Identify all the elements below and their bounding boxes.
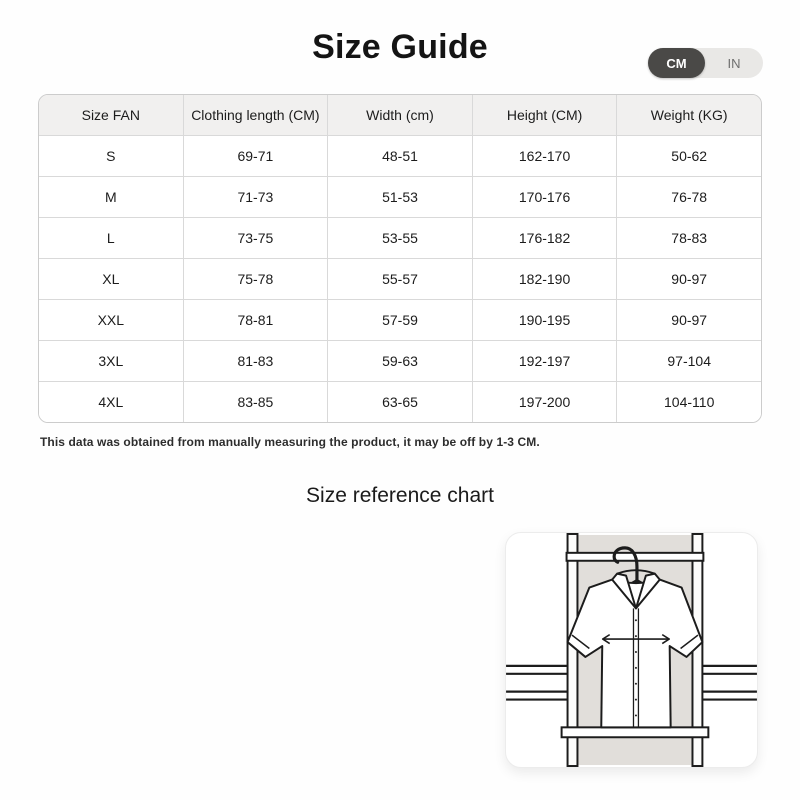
size-table — [38, 94, 762, 423]
table-row-4xl — [39, 382, 762, 423]
clothing-length-cell: 78-81 — [183, 300, 328, 341]
measurement-disclaimer-note: This data was obtained from manually measuring the product, it may be off by 1-3 CM. — [40, 435, 540, 449]
table-row-m — [39, 177, 762, 218]
size-cell: S — [39, 136, 184, 177]
width-cell: 63-65 — [328, 382, 473, 423]
clothing-length-cell: 73-75 — [183, 218, 328, 259]
width-cell: 59-63 — [328, 341, 473, 382]
column-header-clothing-length: Clothing length (CM) — [183, 95, 328, 136]
size-table-container — [38, 94, 762, 423]
weight-cell: 90-97 — [617, 259, 762, 300]
size-reference-card — [505, 532, 758, 768]
width-cell: 51-53 — [328, 177, 473, 218]
weight-cell: 104-110 — [617, 382, 762, 423]
page-title: Size Guide — [312, 28, 488, 66]
weight-cell: 78-83 — [617, 218, 762, 259]
unit-toggle-cm[interactable]: CM — [648, 48, 705, 78]
weight-cell: 76-78 — [617, 177, 762, 218]
height-cell: 192-197 — [472, 341, 617, 382]
clothing-length-cell: 71-73 — [183, 177, 328, 218]
weight-cell: 50-62 — [617, 136, 762, 177]
height-cell: 190-195 — [472, 300, 617, 341]
height-cell: 176-182 — [472, 218, 617, 259]
size-table-header-row — [39, 95, 762, 136]
table-row-xl — [39, 259, 762, 300]
column-header-weight: Weight (KG) — [617, 95, 762, 136]
column-header-size: Size FAN — [39, 95, 184, 136]
column-header-width: Width (cm) — [328, 95, 473, 136]
width-cell: 48-51 — [328, 136, 473, 177]
size-cell: M — [39, 177, 184, 218]
size-cell: XXL — [39, 300, 184, 341]
table-row-3xl — [39, 341, 762, 382]
column-header-height: Height (CM) — [472, 95, 617, 136]
width-cell: 57-59 — [328, 300, 473, 341]
size-cell: 3XL — [39, 341, 184, 382]
clothing-length-cell: 83-85 — [183, 382, 328, 423]
unit-toggle-in[interactable]: IN — [705, 48, 763, 78]
clothing-length-cell: 81-83 — [183, 341, 328, 382]
width-cell: 55-57 — [328, 259, 473, 300]
height-cell: 182-190 — [472, 259, 617, 300]
height-cell: 162-170 — [472, 136, 617, 177]
size-reference-heading: Size reference chart — [306, 484, 494, 507]
weight-cell: 97-104 — [617, 341, 762, 382]
unit-toggle[interactable] — [648, 48, 763, 78]
size-cell: XL — [39, 259, 184, 300]
size-cell: 4XL — [39, 382, 184, 423]
height-cell: 197-200 — [472, 382, 617, 423]
weight-cell: 90-97 — [617, 300, 762, 341]
table-row-l — [39, 218, 762, 259]
table-row-xxl — [39, 300, 762, 341]
size-cell: L — [39, 218, 184, 259]
clothing-length-cell: 69-71 — [183, 136, 328, 177]
shirt-measurement-illustration — [506, 533, 757, 767]
clothing-length-cell: 75-78 — [183, 259, 328, 300]
width-cell: 53-55 — [328, 218, 473, 259]
height-cell: 170-176 — [472, 177, 617, 218]
page-header — [0, 0, 800, 71]
table-row-s — [39, 136, 762, 177]
